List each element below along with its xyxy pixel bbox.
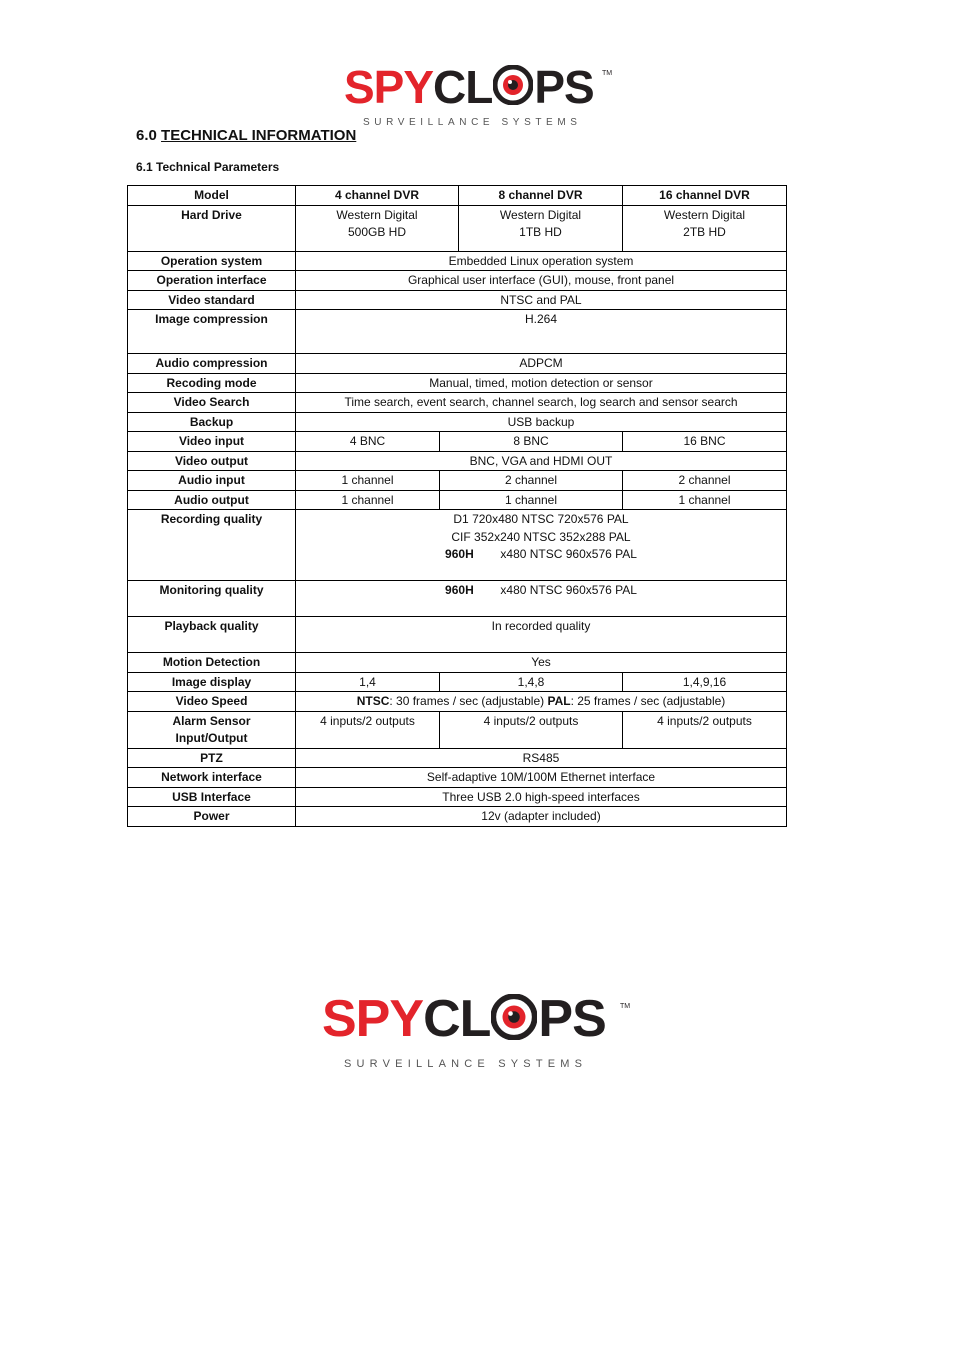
table-row: [128, 451, 787, 471]
table-row: [128, 768, 787, 788]
cell-value: 4 BNC: [296, 432, 440, 452]
cell-value: H.264: [296, 310, 787, 354]
cell-line: Alarm Sensor: [172, 713, 251, 728]
cell-value: NTSC and PAL: [296, 290, 787, 310]
brand-tagline: SURVEILLANCE SYSTEMS: [363, 117, 582, 128]
table-row: [128, 310, 787, 354]
brand-tagline: SURVEILLANCE SYSTEMS: [344, 1058, 588, 1070]
cell-value: Three USB 2.0 high-speed interfaces: [296, 787, 787, 807]
cell-line: Western Digital: [499, 207, 582, 222]
header-16-channel: 16 channel DVR: [623, 186, 787, 206]
table-row: [128, 354, 787, 374]
cell-value: USB backup: [296, 412, 787, 432]
eye-icon: [493, 65, 533, 105]
cell-text: : 30 frames / sec (adjustable): [389, 694, 548, 708]
bold-label: PAL: [547, 694, 571, 708]
section-number: 6.0: [136, 127, 157, 144]
bold-label: 960H: [445, 583, 474, 597]
table-row: [128, 186, 787, 206]
header-model: Model: [128, 186, 296, 206]
cell-value: BNC, VGA and HDMI OUT: [296, 451, 787, 471]
cell-line: Western Digital: [663, 207, 746, 222]
cell-value: Manual, timed, motion detection or sensor: [296, 373, 787, 393]
cell-value: Time search, event search, channel search, log search and sensor search: [296, 393, 787, 413]
cell-line: Input/Output: [175, 731, 248, 745]
brand-word-spy: SPY: [322, 990, 424, 1048]
row-label: Recording quality: [128, 510, 296, 581]
table-row: [128, 787, 787, 807]
row-label: Image display: [128, 672, 296, 692]
table-row: [128, 692, 787, 712]
row-label: Video standard: [128, 290, 296, 310]
brand-logo-bottom: [322, 985, 634, 1075]
cell-value: [296, 692, 787, 712]
cell-value: ADPCM: [296, 354, 787, 374]
row-label: Recoding mode: [128, 373, 296, 393]
cell-line: 1TB HD: [519, 225, 562, 239]
section-title: TECHNICAL INFORMATION: [161, 127, 357, 144]
row-label: Image compression: [128, 310, 296, 354]
cell-line: [298, 546, 784, 564]
cell-line: D1 720x480 NTSC 720x576 PAL: [453, 512, 629, 526]
table-row: [128, 205, 787, 251]
cell-value: Graphical user interface (GUI), mouse, front panel: [296, 271, 787, 291]
cell-value: [296, 510, 787, 581]
cell-line: 2TB HD: [683, 225, 726, 239]
row-label: Audio output: [128, 490, 296, 510]
table-row: [128, 373, 787, 393]
cell-line: 500GB HD: [347, 225, 407, 239]
brand-word-ps: PS: [538, 990, 606, 1048]
cell-value: RS485: [296, 748, 787, 768]
table-row: [128, 412, 787, 432]
row-label: Backup: [128, 412, 296, 432]
row-label: PTZ: [128, 748, 296, 768]
table-row: [128, 432, 787, 452]
table-row: [128, 748, 787, 768]
brand-wordmark: [322, 990, 606, 1048]
eye-icon: [491, 994, 537, 1040]
table-row: [128, 581, 787, 617]
cell-value: 1,4,8: [440, 672, 623, 692]
row-label: Motion Detection: [128, 653, 296, 673]
row-label: Video Search: [128, 393, 296, 413]
subsection-heading: 6.1 Technical Parameters: [136, 160, 280, 174]
table-row: [128, 393, 787, 413]
cell-value: Yes: [296, 653, 787, 673]
brand-wordmark: [344, 61, 594, 113]
row-label: Monitoring quality: [128, 581, 296, 617]
row-label: Video input: [128, 432, 296, 452]
section-heading: [136, 127, 356, 144]
cell-value: 1 channel: [440, 490, 623, 510]
row-label: Audio compression: [128, 354, 296, 374]
table-row: [128, 271, 787, 291]
cell-value: Self-adaptive 10M/100M Ethernet interface: [296, 768, 787, 788]
technical-parameters-table: [127, 185, 787, 827]
brand-word-spy: SPY: [344, 61, 434, 113]
cell-value: 2 channel: [440, 471, 623, 491]
header-8-channel: 8 channel DVR: [459, 186, 623, 206]
row-label: Video Speed: [128, 692, 296, 712]
cell-value: 1 channel: [296, 490, 440, 510]
cell-line: Western Digital: [336, 207, 418, 222]
cell-value: 4 inputs/2 outputs: [440, 711, 623, 748]
cell-value: 4 inputs/2 outputs: [623, 711, 787, 748]
brand-word-cl: CL: [433, 61, 493, 113]
table-row: [128, 653, 787, 673]
table-row: [128, 290, 787, 310]
cell-text: x480 NTSC 960x576 PAL: [500, 583, 637, 597]
table-row: [128, 807, 787, 827]
cell-value: 12v (adapter included): [296, 807, 787, 827]
bold-label: 960H: [445, 547, 474, 561]
table-row: [128, 617, 787, 653]
row-label: Audio input: [128, 471, 296, 491]
cell-text: x480 NTSC 960x576 PAL: [500, 547, 637, 561]
cell-text: : 25 frames / sec (adjustable): [570, 694, 726, 708]
cell-value: 16 BNC: [623, 432, 787, 452]
row-label: Playback quality: [128, 617, 296, 653]
bold-label: NTSC: [356, 694, 390, 708]
row-label: Hard Drive: [128, 205, 296, 251]
trademark-mark: TM: [620, 1003, 631, 1010]
row-label: Operation interface: [128, 271, 296, 291]
cell-value: [459, 205, 623, 251]
cell-line: CIF 352x240 NTSC 352x288 PAL: [451, 529, 631, 544]
cell-value: 1 channel: [296, 471, 440, 491]
table-row: [128, 490, 787, 510]
row-label: USB Interface: [128, 787, 296, 807]
brand-word-ps: PS: [534, 61, 594, 113]
brand-word-cl: CL: [423, 990, 491, 1048]
cell-value: 8 BNC: [440, 432, 623, 452]
row-label: Operation system: [128, 251, 296, 271]
cell-value: 1,4,9,16: [623, 672, 787, 692]
table-row: [128, 510, 787, 581]
trademark-mark: TM: [602, 70, 613, 77]
cell-value: In recorded quality: [296, 617, 787, 653]
cell-value: 2 channel: [623, 471, 787, 491]
cell-value: 1 channel: [623, 490, 787, 510]
cell-value: [296, 581, 787, 617]
table-row: [128, 672, 787, 692]
table-row: [128, 251, 787, 271]
cell-value: Embedded Linux operation system: [296, 251, 787, 271]
brand-logo-top: [344, 56, 614, 132]
header-4-channel: 4 channel DVR: [296, 186, 459, 206]
cell-value: 1,4: [296, 672, 440, 692]
cell-value: [623, 205, 787, 251]
table-row: [128, 711, 787, 748]
cell-value: [296, 205, 459, 251]
row-label: [128, 711, 296, 748]
row-label: Video output: [128, 451, 296, 471]
table-row: [128, 471, 787, 491]
row-label: Network interface: [128, 768, 296, 788]
cell-value: 4 inputs/2 outputs: [296, 711, 440, 748]
row-label: Power: [128, 807, 296, 827]
